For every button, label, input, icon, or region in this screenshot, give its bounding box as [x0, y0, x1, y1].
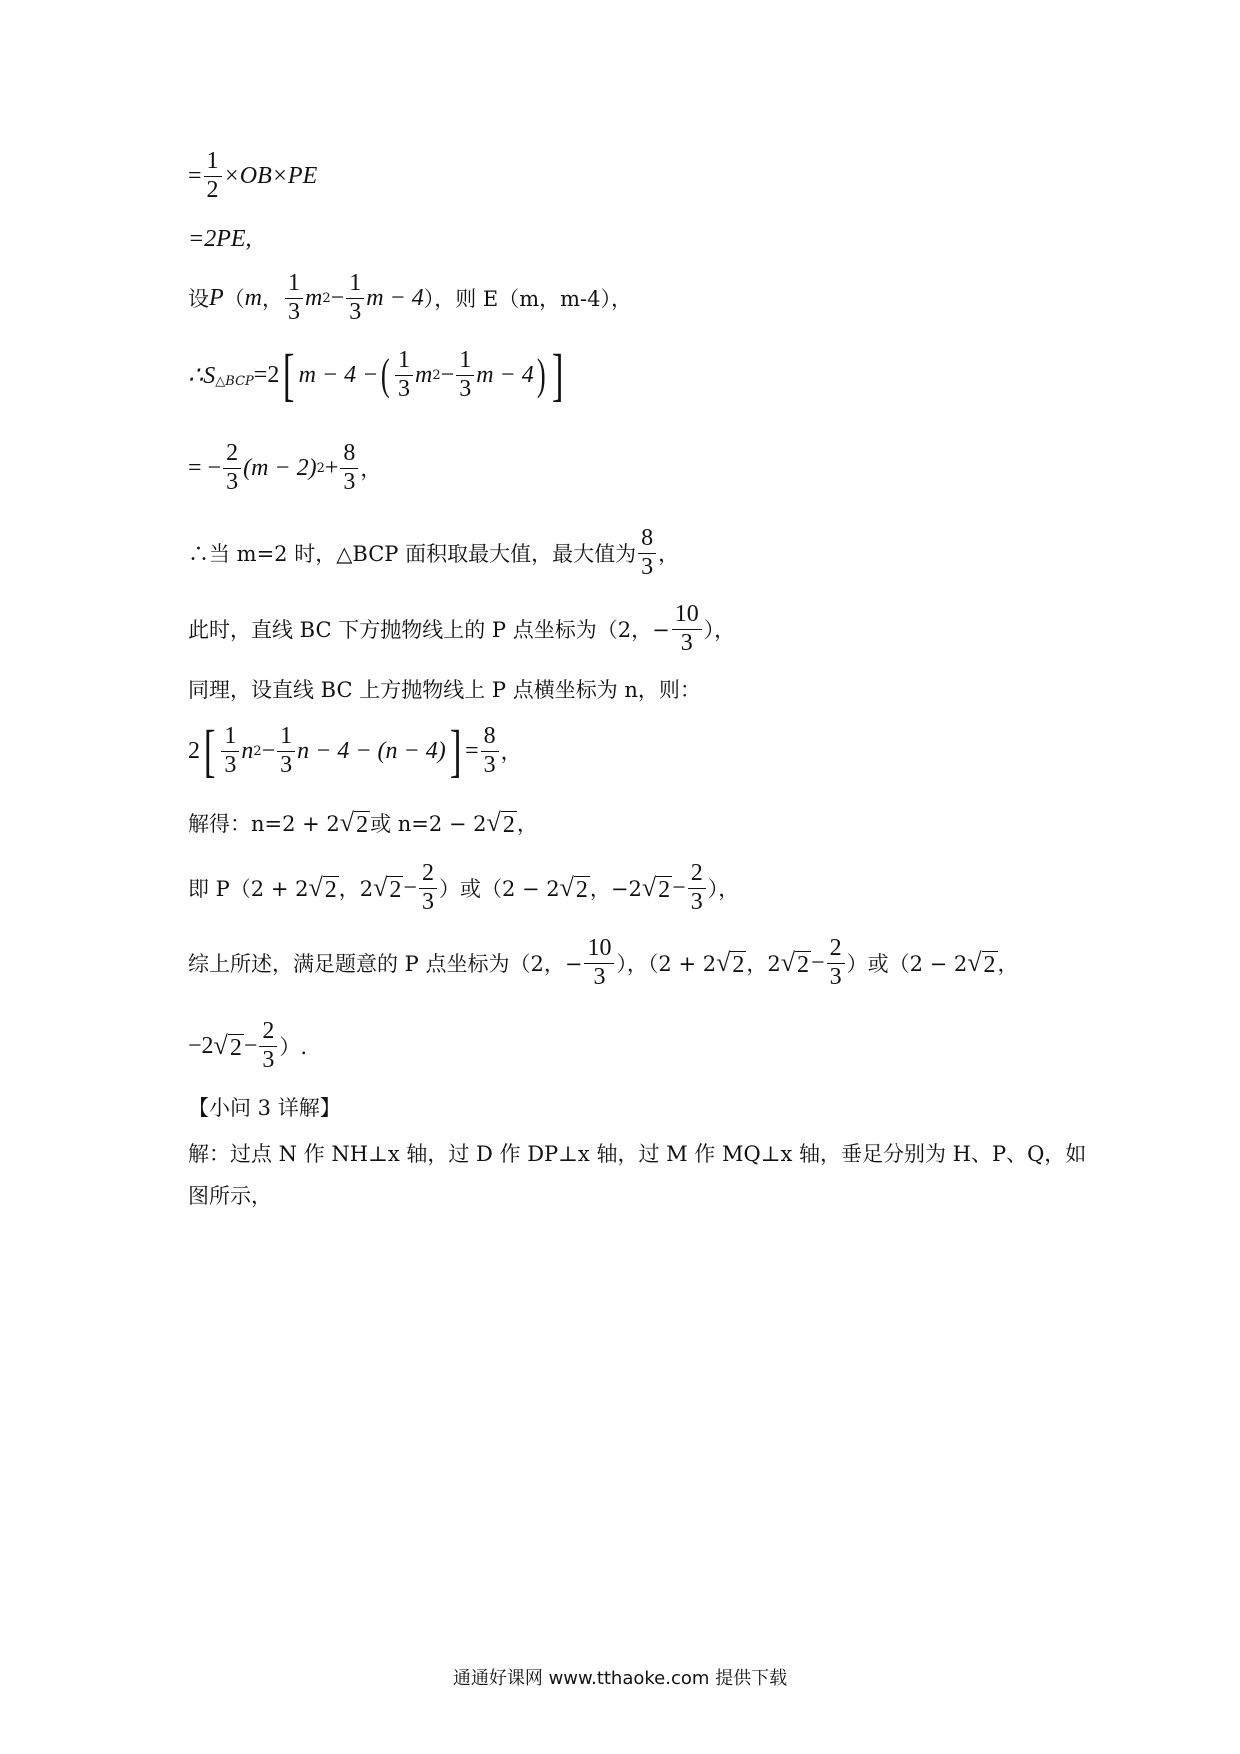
- denominator: 3: [349, 298, 362, 325]
- text: 图所示，: [188, 1184, 272, 1208]
- radicand: 2: [983, 951, 996, 978]
- text: ，: [997, 952, 1019, 977]
- formula-line-11: [188, 860, 739, 916]
- formula-line-10: [188, 808, 538, 838]
- fraction: [221, 723, 239, 779]
- operator: −: [672, 874, 686, 901]
- operator: −: [261, 737, 276, 764]
- left-bracket: [: [283, 342, 295, 407]
- sqrt: √ 2: [716, 948, 745, 978]
- sqrt: √ 2: [486, 808, 515, 838]
- fraction: [672, 601, 702, 657]
- denominator: 3: [224, 751, 237, 778]
- fraction: [204, 148, 222, 204]
- sqrt: √ 2: [559, 873, 588, 903]
- formula-line-5: [188, 440, 381, 496]
- exponent: 2: [432, 367, 441, 383]
- numerator: 2: [827, 935, 845, 964]
- numerator: 1: [285, 270, 303, 299]
- sqrt: √ 2: [213, 1031, 242, 1061]
- text: 解：过点 N 作 NH⊥x 轴，过 D 作 DP⊥x 轴，过 M 作 MQ⊥x 轴，垂足分别为 H、P、Q，如: [188, 1142, 1087, 1166]
- var-m: m: [415, 361, 433, 388]
- text: 同理，设直线 BC 上方抛物线上 P 点横坐标为 n，则：: [188, 678, 701, 702]
- sqrt: √ 2: [641, 873, 671, 903]
- denominator: 3: [593, 963, 606, 990]
- formula-line-3: [188, 270, 632, 326]
- denominator: 3: [680, 629, 693, 656]
- radicand: 2: [502, 811, 515, 838]
- fraction: [340, 440, 358, 496]
- page-footer: 通通好课网 www.tthaoke.com 提供下载: [452, 1668, 788, 1689]
- formula-line-8: [188, 674, 701, 704]
- denominator: 3: [280, 751, 293, 778]
- fraction: [419, 860, 437, 916]
- radicand: 2: [324, 876, 337, 903]
- text: ，−2: [589, 877, 642, 902]
- text: ），: [707, 877, 740, 902]
- text: 【小问 3 详解】: [188, 1096, 341, 1120]
- var-m: m: [244, 284, 263, 311]
- text: ），（2 + 2: [616, 952, 717, 977]
- exponent: 2: [253, 743, 262, 759]
- numerator: 1: [346, 270, 364, 299]
- formula-line-9: [188, 718, 522, 783]
- denominator: 3: [641, 553, 654, 580]
- expression: m − 4: [476, 361, 534, 388]
- text: ）.: [279, 1035, 308, 1060]
- text: 即 P（2 + 2: [188, 877, 309, 902]
- expression: ×OB×PE: [223, 162, 318, 189]
- radicand: 2: [732, 951, 745, 978]
- fraction: [223, 440, 241, 496]
- text: ，: [658, 542, 680, 567]
- denominator: 3: [226, 468, 239, 495]
- text: ），则 E（m，m-4），: [423, 287, 633, 312]
- text: 此时，直线 BC 下方抛物线上的 P 点坐标为（2，−: [188, 618, 670, 643]
- equals: =: [188, 162, 202, 189]
- fraction: [277, 723, 295, 779]
- operator: = −: [188, 454, 222, 481]
- text: ∴当 m=2 时，△BCP 面积取最大值，最大值为: [188, 542, 637, 567]
- right-paren: ): [536, 350, 546, 399]
- numerator: 1: [277, 723, 295, 752]
- operator: −: [243, 1032, 258, 1059]
- formula-line-6: [188, 525, 679, 581]
- denominator: 3: [421, 888, 434, 915]
- expression: m − 4: [366, 284, 424, 311]
- denominator: 2: [206, 176, 219, 203]
- var-m: m: [305, 284, 323, 311]
- numerator: 1: [456, 347, 474, 376]
- denominator: 3: [829, 963, 842, 990]
- subscript: △BCP: [215, 373, 254, 389]
- numerator: 8: [638, 525, 656, 554]
- text: ）或（2 − 2: [438, 877, 560, 902]
- text: 设: [188, 287, 209, 312]
- fraction: [259, 1018, 277, 1074]
- formula-line-12: [188, 935, 1019, 991]
- text: 或 n=2 − 2: [370, 812, 487, 836]
- sqrt: √ 2: [373, 873, 402, 903]
- expression: n − 4 − (n − 4): [297, 737, 446, 764]
- radicand: 2: [229, 1034, 242, 1061]
- expression: =2: [253, 361, 280, 388]
- text-line-15: [188, 1138, 1086, 1168]
- denominator: 3: [483, 751, 496, 778]
- radicand: 2: [658, 876, 671, 903]
- numerator: 2: [259, 1018, 277, 1047]
- text: 解得：n=2 + 2: [188, 812, 340, 836]
- area-symbol: ∴S: [188, 362, 216, 389]
- formula-line-2: [188, 226, 252, 253]
- fraction: [584, 935, 614, 991]
- denominator: 3: [690, 888, 703, 915]
- denominator: 3: [343, 468, 356, 495]
- left-bracket: [: [203, 718, 216, 783]
- exponent: 2: [322, 290, 331, 306]
- expression: m − 4 −: [298, 361, 379, 388]
- expression: =2PE,: [188, 226, 252, 252]
- formula-line-7: [188, 601, 735, 657]
- text: （: [223, 287, 245, 312]
- text: ，: [360, 457, 382, 482]
- text: ，2: [746, 952, 781, 977]
- text: ，: [516, 812, 538, 836]
- sqrt: √ 2: [967, 948, 996, 978]
- fraction: [456, 347, 474, 403]
- denominator: 3: [262, 1046, 275, 1073]
- var-n: n: [241, 737, 254, 764]
- fraction: [827, 935, 845, 991]
- fraction: [688, 860, 706, 916]
- coefficient: −2: [188, 1032, 214, 1059]
- operator: −: [403, 874, 417, 901]
- text: ，2: [338, 877, 374, 902]
- fraction: [346, 270, 364, 326]
- expression: (m − 2): [243, 454, 317, 481]
- numerator: 1: [395, 347, 413, 376]
- formula-line-4: [188, 342, 568, 407]
- radicand: 2: [389, 876, 402, 903]
- operator: =: [465, 737, 479, 764]
- numerator: 2: [688, 860, 706, 889]
- radicand: 2: [356, 811, 369, 838]
- sqrt: √ 2: [339, 808, 369, 838]
- sqrt: √ 2: [308, 873, 337, 903]
- formula-line-13: [188, 1018, 307, 1074]
- numerator: 1: [221, 723, 239, 752]
- right-bracket: ]: [449, 718, 462, 783]
- operator: +: [324, 454, 339, 481]
- numerator: 10: [672, 601, 702, 630]
- text: ，: [500, 740, 522, 764]
- text: ），: [703, 618, 736, 643]
- text: ，: [262, 287, 284, 312]
- numerator: 2: [419, 860, 437, 889]
- text-line-16: [188, 1180, 272, 1210]
- operator: −: [811, 949, 825, 976]
- right-bracket: ]: [552, 342, 564, 407]
- radicand: 2: [575, 876, 588, 903]
- left-paren: (: [381, 350, 391, 399]
- operator: −: [330, 284, 345, 311]
- fraction: [395, 347, 413, 403]
- sqrt: √ 2: [780, 948, 810, 978]
- text: ）或（2 − 2: [846, 952, 968, 977]
- denominator: 3: [398, 375, 411, 402]
- denominator: 3: [459, 375, 472, 402]
- section-heading: [188, 1092, 341, 1122]
- var-p: P: [209, 284, 224, 311]
- numerator: 10: [584, 935, 614, 964]
- coefficient: 2: [188, 737, 200, 764]
- text: 综上所述，满足题意的 P 点坐标为（2，−: [188, 952, 583, 977]
- fraction: [638, 525, 656, 581]
- numerator: 1: [204, 148, 222, 177]
- fraction: [285, 270, 303, 326]
- numerator: 8: [340, 440, 358, 469]
- fraction: [481, 723, 499, 779]
- exponent: 2: [316, 460, 325, 476]
- numerator: 2: [223, 440, 241, 469]
- denominator: 3: [288, 298, 301, 325]
- numerator: 8: [481, 723, 499, 752]
- operator: −: [440, 361, 455, 388]
- formula-line-1: [188, 148, 317, 204]
- radicand: 2: [797, 951, 810, 978]
